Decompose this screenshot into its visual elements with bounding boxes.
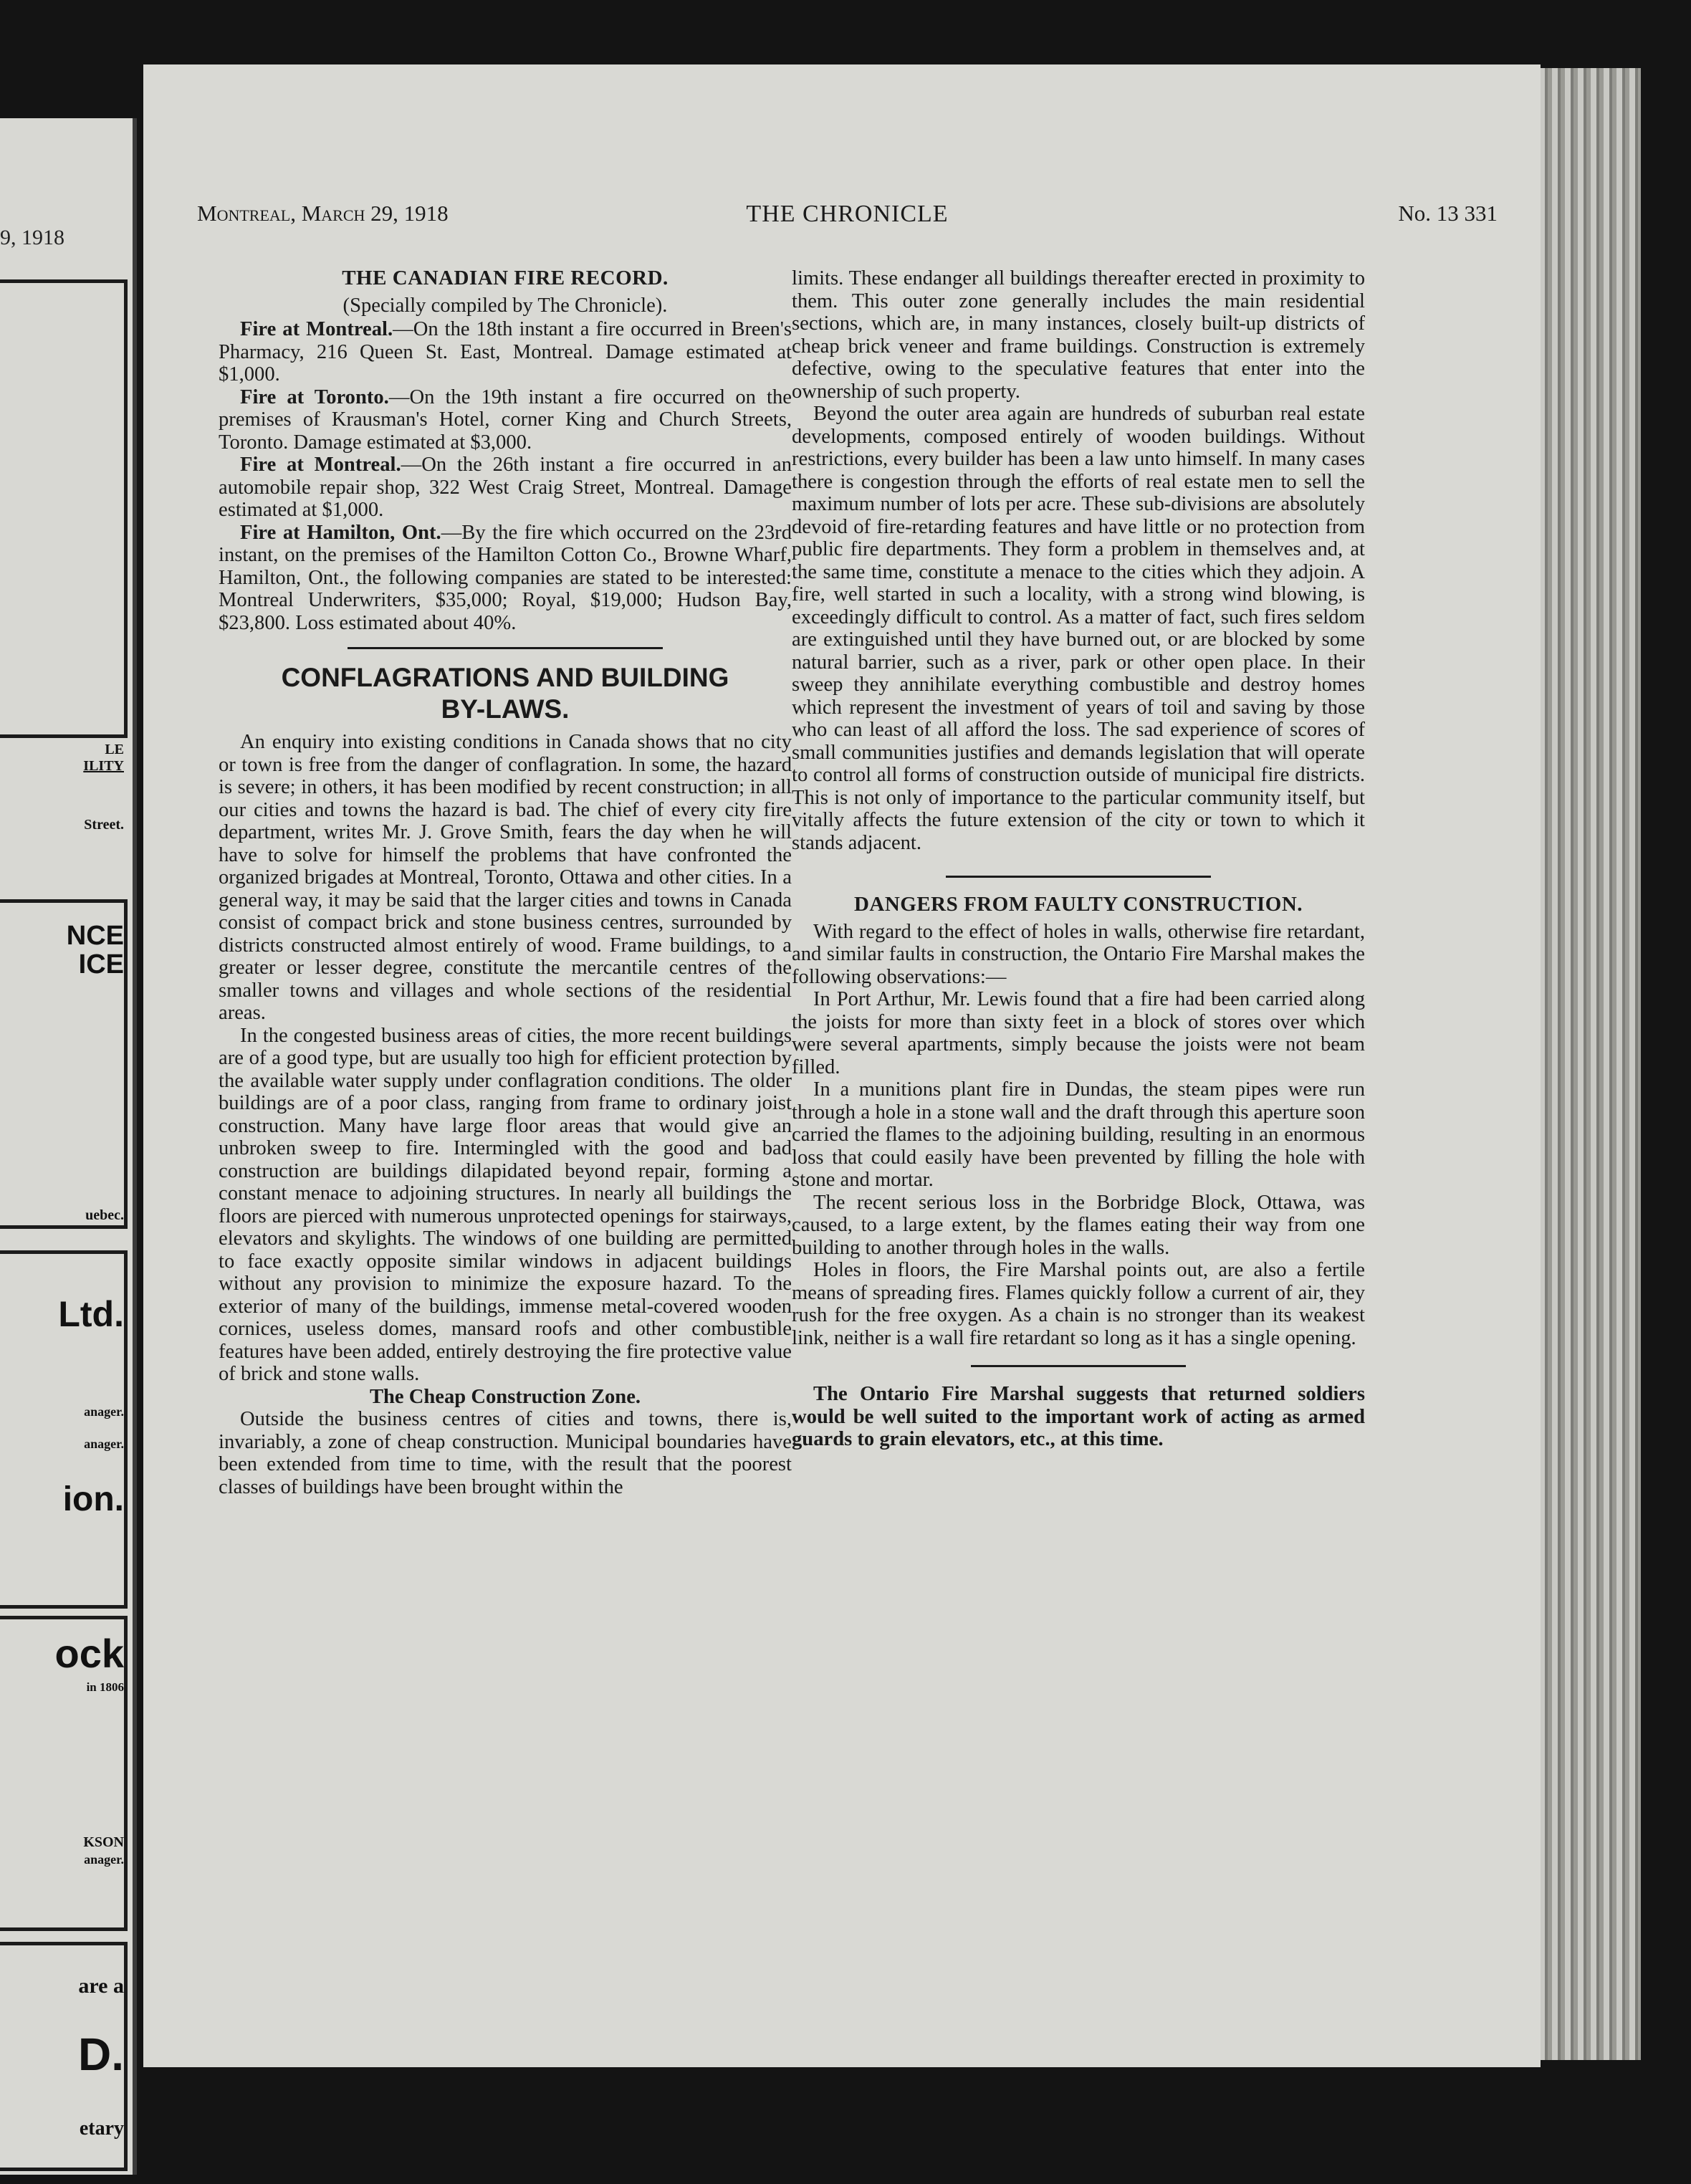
- header-dateline: Montreal, March 29, 1918: [197, 201, 449, 226]
- fire-item: [219, 522, 792, 635]
- article-paragraph: In the congested business areas of cities, the more recent buildings are of a good type, but are usually too high for efficient protection by the available water supply under conflagration conditions. The older buildings are of a poor class, ranging from frame to ordinary joist construction. Many have large floor areas that would give an unbroken sweep to fire. Intermingled with the good and bad construction are buildings dilapidated beyond repair, forming a constant menace to adjoining structures. In nearly all buildings the floors are pierced with numerous unprotected openings for stairways, elevators and skylights. The windows of one building are permitted to face exactly opposite similar windows in adjacent buildings without any provision to minimize the exposure hazard. To the exterior of many of the buildings, immense metal-covered wooden cornices, useless domes, mansard roofs and other combustible features have been added, entirely destroying the fire protective value of brick and stone walls.: [219, 1024, 792, 1385]
- conflagrations-title-line2: BY-LAWS.: [441, 694, 570, 724]
- newspaper-page: [143, 64, 1541, 2067]
- facing-text: ock: [54, 1631, 124, 1676]
- fire-record-title: THE CANADIAN FIRE RECORD.: [342, 267, 669, 289]
- facing-text: ICE: [78, 949, 124, 980]
- fire-item-lead: Fire at Hamilton, Ont.: [240, 521, 441, 544]
- facing-text: Street.: [84, 817, 124, 833]
- fire-item: [219, 386, 792, 454]
- article-paragraph: Outside the business centres of cities and towns, there is, invariably, a zone of cheap construction. Municipal boundaries have been extended from time to time, with the result that the poorest classes of buildings have been brought within the: [219, 1408, 792, 1498]
- fire-item: [219, 318, 792, 386]
- article-paragraph: limits. These endanger all buildings thereafter erected in proximity to them. This outer zone generally includes the main residential sections, which are, in many instances, closely built-up districts of cheap brick veneer and frame buildings. Construction is extremely defective, owing to the speculative features that enter into the ownership of such property.: [792, 267, 1365, 403]
- article-paragraph: In Port Arthur, Mr. Lewis found that a fire had been carried along the joists for more than sixty feet in a block of stores over which were several apartments, simply because the joists were not beam filled.: [792, 988, 1365, 1078]
- right-column: [792, 267, 1365, 1451]
- fire-item-text: —On the 19th instant a fire occurred on the premises of Krausman's Hotel, corner King and Church Streets, Toronto. Damage estimated at $3,000.: [219, 385, 792, 454]
- facing-text: ion.: [62, 1480, 124, 1518]
- facing-text: uebec.: [85, 1207, 124, 1223]
- fire-item: [219, 454, 792, 522]
- fire-item-text: —On the 18th instant a fire occurred in Breen's Pharmacy, 216 Queen St. East, Montreal. Damage estimated at $1,000.: [219, 318, 792, 385]
- facing-text: in 1806: [86, 1680, 124, 1694]
- note-paragraph: The Ontario Fire Marshal suggests that returned soldiers would be well suited to the important work of acting as armed guards to grain elevators, etc., at this time.: [792, 1383, 1365, 1450]
- facing-text: NCE: [66, 921, 124, 951]
- left-column: [219, 267, 792, 1498]
- section-divider: [946, 876, 1211, 878]
- article-paragraph: With regard to the effect of holes in walls, otherwise fire retardant, and similar faults in construction, the Ontario Fire Marshal makes the following observations:—: [792, 920, 1365, 988]
- facing-text: anager.: [84, 1852, 124, 1867]
- facing-text: anager.: [84, 1404, 124, 1419]
- conflagrations-title: [219, 662, 792, 725]
- fire-item-text: —On the 26th instant a fire occurred in an automobile repair shop, 322 West Craig Street, Montreal. Damage estimated at $1,000.: [219, 454, 792, 521]
- facing-text: etary: [79, 2117, 124, 2140]
- fire-item-lead: Fire at Montreal.: [240, 454, 401, 476]
- section-divider: [348, 647, 663, 649]
- facing-text: anager.: [84, 1437, 124, 1451]
- facing-text: D.: [78, 2029, 124, 2080]
- running-header: [197, 201, 1498, 236]
- facing-page-date: 9, 1918: [0, 226, 64, 249]
- facing-text: KSON: [83, 1834, 124, 1850]
- facing-page-fragment: [0, 118, 137, 2175]
- conflagrations-title-line1: CONFLAGRATIONS AND BUILDING: [281, 663, 729, 692]
- article-paragraph: Beyond the outer area again are hundreds of suburban real estate developments, composed entirely of wooden buildings. Without restrictions, every builder has been a law unto himself. In many cases there is congestion through the efforts of real estate men to sell the maximum number of lots per acre. These sub-divisions are absolutely devoid of fire-retarding features and have little or no protection from public fire departments. They form a problem in themselves and, at the same time, constitute a menace to the cities which they adjoin. A fire, well started in such a locality, with a strong wind blowing, is exceedingly difficult to control. As a matter of fact, such fires seldom are extinguished until they have burned out, or are blocked by some natural barrier, such as a river, park or other open place. In their sweep they annihilate everything combustible and destroy homes which represent the investment of years of toil and saving by those who can least of all afford the loss. The sad experience of scores of small communities justifies and demands legislation that will operate to control all forms of construction outside of municipal fire districts. This is not only of importance to the particular community itself, but vitally affects the future extension of the city or town to which it stands adjacent.: [792, 403, 1365, 854]
- cheap-zone-subhead: The Cheap Construction Zone.: [369, 1385, 641, 1408]
- facing-text: ILITY: [83, 758, 124, 774]
- fire-item-text: —By the fire which occurred on the 23rd instant, on the premises of the Hamilton Cotton Co., Browne Wharf, Hamilton, Ont., the following companies are stated to be interested: Montreal Underwriters, $35,000; Royal, $19,000; Hudson Bay, $23,800. Loss estimated about 40%.: [219, 521, 792, 634]
- facing-text: are a: [78, 1974, 124, 1998]
- facing-ad-box-1: [0, 279, 128, 738]
- article-paragraph: An enquiry into existing conditions in Canada shows that no city or town is free from the danger of conflagration. In some, the hazard is severe; in others, it has been modified by recent construction; in all our cities and towns the hazard is bad. The chief of every city fire department, writes Mr. J. Grove Smith, fears the day when he will have to solve for himself the problems that have confronted the organized brigades at Montreal, Toronto, Ottawa and other cities. In a general way, it may be said that the larger cities and towns in Canada consist of compact brick and stone business centres, surrounded by districts constructed almost entirely of wood. Frame buildings, to a greater or lesser degree, constitute the mercantile centres of the smaller towns and villages and whole sections of the residential areas.: [219, 731, 792, 1024]
- section-divider: [971, 1365, 1186, 1367]
- fire-record-subtitle: (Specially compiled by The Chronicle).: [342, 294, 668, 317]
- faulty-construction-title: DANGERS FROM FAULTY CONSTRUCTION.: [853, 893, 1303, 916]
- article-paragraph: The recent serious loss in the Borbridge Block, Ottawa, was caused, to a large extent, by the flames eating their way from one building to another through holes in the walls.: [792, 1191, 1365, 1259]
- fire-item-lead: Fire at Toronto.: [240, 385, 389, 408]
- header-publication: THE CHRONICLE: [746, 201, 949, 227]
- article-paragraph: In a munitions plant fire in Dundas, the steam pipes were run through a hole in a stone wall and the draft through this aperture soon carried the flames to the adjoining building, resulting in an enormous loss that could easily have been prevented by filling the hole with stone and mortar.: [792, 1078, 1365, 1191]
- facing-text: Ltd.: [58, 1294, 124, 1334]
- article-paragraph: Holes in floors, the Fire Marshal points out, are also a fertile means of spreading fires. Flames quickly follow a current of air, they rush for the free oxygen. As a chain is no stronger than its weakest link, neither is a wall fire retardant so long as it has a single opening.: [792, 1259, 1365, 1349]
- fire-item-lead: Fire at Montreal.: [240, 318, 393, 340]
- facing-text: LE: [105, 742, 124, 757]
- header-issue-page: No. 13 331: [1398, 201, 1498, 226]
